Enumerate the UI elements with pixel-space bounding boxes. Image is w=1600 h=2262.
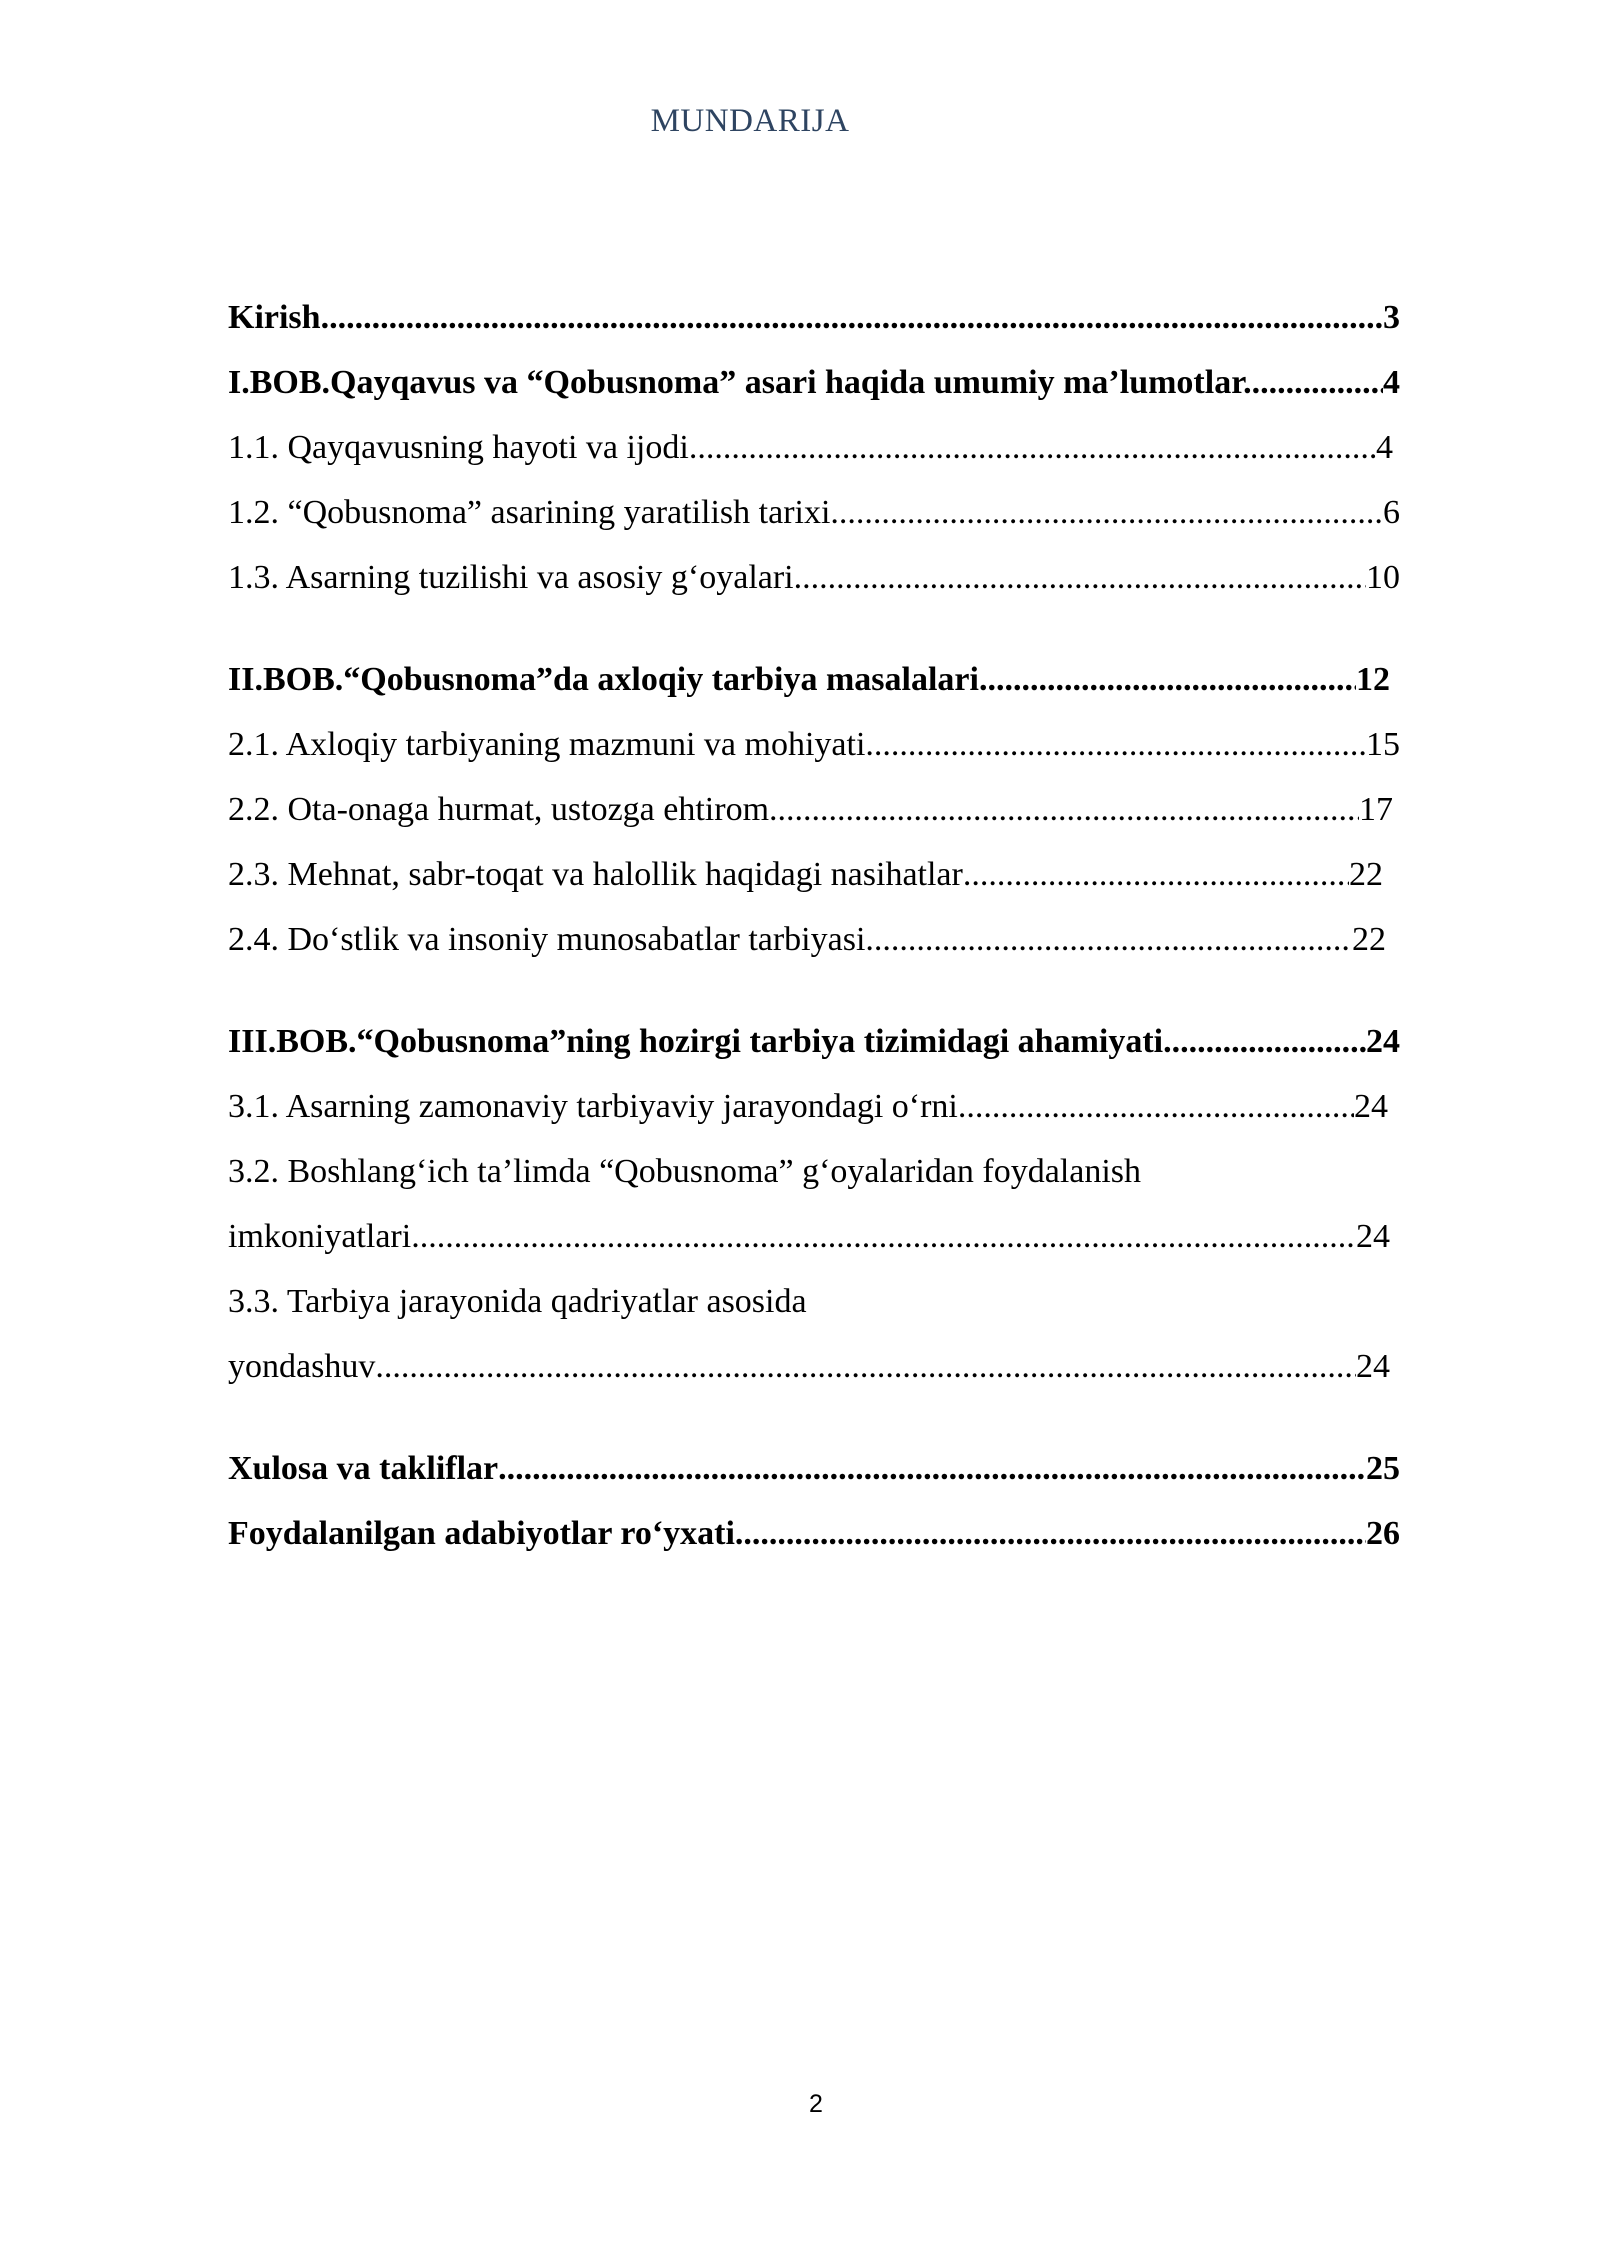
toc-entry-section-1-3[interactable] (228, 545, 1400, 610)
toc-entry-section-3-3-line1[interactable] (228, 1269, 1400, 1334)
toc-entry-page: 26 (1366, 1515, 1400, 1552)
spacer (228, 610, 1400, 647)
toc-entry-page: 22 (1349, 856, 1383, 893)
toc-entry-label: imkoniyatlari (228, 1218, 412, 1255)
toc-entry-section-2-4[interactable] (228, 907, 1386, 972)
dot-leader (830, 480, 1383, 545)
toc-entry-label: 3.3. Tarbiya jarayonida qadriyatlar asosida (228, 1283, 807, 1320)
toc-entry-section-1-2[interactable] (228, 480, 1400, 545)
toc-entry-label: 2.2. Ota-onaga hurmat, ustozga ehtirom (228, 791, 770, 828)
toc-entry-label: 2.1. Axloqiy tarbiyaning mazmuni va mohiyati (228, 726, 866, 763)
toc-entry-page: 24 (1356, 1348, 1390, 1385)
table-of-contents (228, 285, 1400, 1566)
dot-leader (769, 777, 1359, 842)
toc-entry-section-3-1[interactable] (228, 1074, 1388, 1139)
toc-entry-label: yondashuv (228, 1348, 376, 1385)
dot-leader (1260, 350, 1383, 415)
toc-entry-section-3-2-line1[interactable] (228, 1139, 1400, 1204)
toc-entry-chapter-2[interactable] (228, 647, 1390, 712)
toc-entry-section-2-3[interactable] (228, 842, 1383, 907)
toc-entry-label: 1.2. “Qobusnoma” asarining yaratilish tarixi (228, 494, 831, 531)
spacer (228, 972, 1400, 1009)
dot-leader (735, 1501, 1366, 1566)
toc-entry-page: 4 (1383, 364, 1400, 401)
toc-entry-page: 4 (1376, 429, 1393, 466)
toc-entry-page: 24 (1366, 1023, 1400, 1060)
toc-entry-label: Foydalanilgan adabiyotlar ro‘yxati (228, 1515, 735, 1552)
toc-entry-section-2-2[interactable] (228, 777, 1393, 842)
toc-entry-page: 6 (1383, 494, 1400, 531)
dot-leader (865, 712, 1366, 777)
toc-entry-label: 1.3. Asarning tuzilishi va asosiy g‘oyalari (228, 559, 794, 596)
toc-entry-page: 3 (1383, 299, 1400, 336)
toc-entry-page: 10 (1366, 559, 1400, 596)
dot-leader (1163, 1009, 1366, 1074)
toc-entry-page: 22 (1352, 921, 1386, 958)
toc-entry-section-3-2-line2[interactable] (228, 1204, 1390, 1269)
dot-leader (498, 1436, 1366, 1501)
toc-entry-label: II.BOB.“Qobusnoma”da axloqiy tarbiya masalalari (228, 661, 979, 698)
toc-entry-page: 12 (1356, 661, 1390, 698)
toc-entry-chapter-3[interactable] (228, 1009, 1400, 1074)
toc-entry-label: 3.2. Boshlang‘ich ta’limda “Qobusnoma” g‘oyalaridan foydalanish (228, 1153, 1142, 1190)
toc-entry-page: 24 (1356, 1218, 1390, 1255)
dot-leader (411, 1204, 1356, 1269)
document-title: MUNDARIJA (650, 103, 850, 139)
dot-leader (958, 1074, 1354, 1139)
dot-leader (375, 1334, 1356, 1399)
toc-entry-label: 2.3. Mehnat, sabr-toqat va halollik haqidagi nasihatlar (228, 856, 963, 893)
dot-leader (689, 415, 1376, 480)
toc-entry-label: Kirish (228, 299, 321, 336)
toc-entry-label: Xulosa va takliflar (228, 1450, 499, 1487)
spacer (228, 1399, 1400, 1436)
toc-entry-label: 3.1. Asarning zamonaviy tarbiyaviy jarayondagi o‘rni (228, 1088, 958, 1125)
dot-leader (979, 647, 1356, 712)
toc-entry-label: III.BOB.“Qobusnoma”ning hozirgi tarbiya tizimidagi ahamiyati (228, 1023, 1164, 1060)
page-number: 2 (809, 2090, 823, 2118)
toc-entry-section-1-1[interactable] (228, 415, 1393, 480)
toc-entry-chapter-1[interactable] (228, 350, 1400, 415)
toc-entry-section-2-1[interactable] (228, 712, 1400, 777)
toc-entry-page: 24 (1354, 1088, 1388, 1125)
dot-leader (963, 842, 1349, 907)
toc-entry-intro[interactable] (228, 285, 1400, 350)
dot-leader (865, 907, 1352, 972)
dot-leader (794, 545, 1366, 610)
toc-entry-section-3-3-line2[interactable] (228, 1334, 1390, 1399)
toc-entry-label: 1.1. Qayqavusning hayoti va ijodi (228, 429, 689, 466)
toc-entry-conclusion[interactable] (228, 1436, 1400, 1501)
toc-entry-page: 17 (1359, 791, 1393, 828)
toc-entry-label: I.BOB.Qayqavus va “Qobusnoma” asari haqida umumiy ma’lumotlar.. (228, 364, 1261, 401)
toc-entry-page: 25 (1366, 1450, 1400, 1487)
toc-entry-references[interactable] (228, 1501, 1400, 1566)
toc-entry-label: 2.4. Do‘stlik va insoniy munosabatlar tarbiyasi (228, 921, 866, 958)
toc-entry-page: 15 (1366, 726, 1400, 763)
dot-leader (321, 285, 1383, 350)
